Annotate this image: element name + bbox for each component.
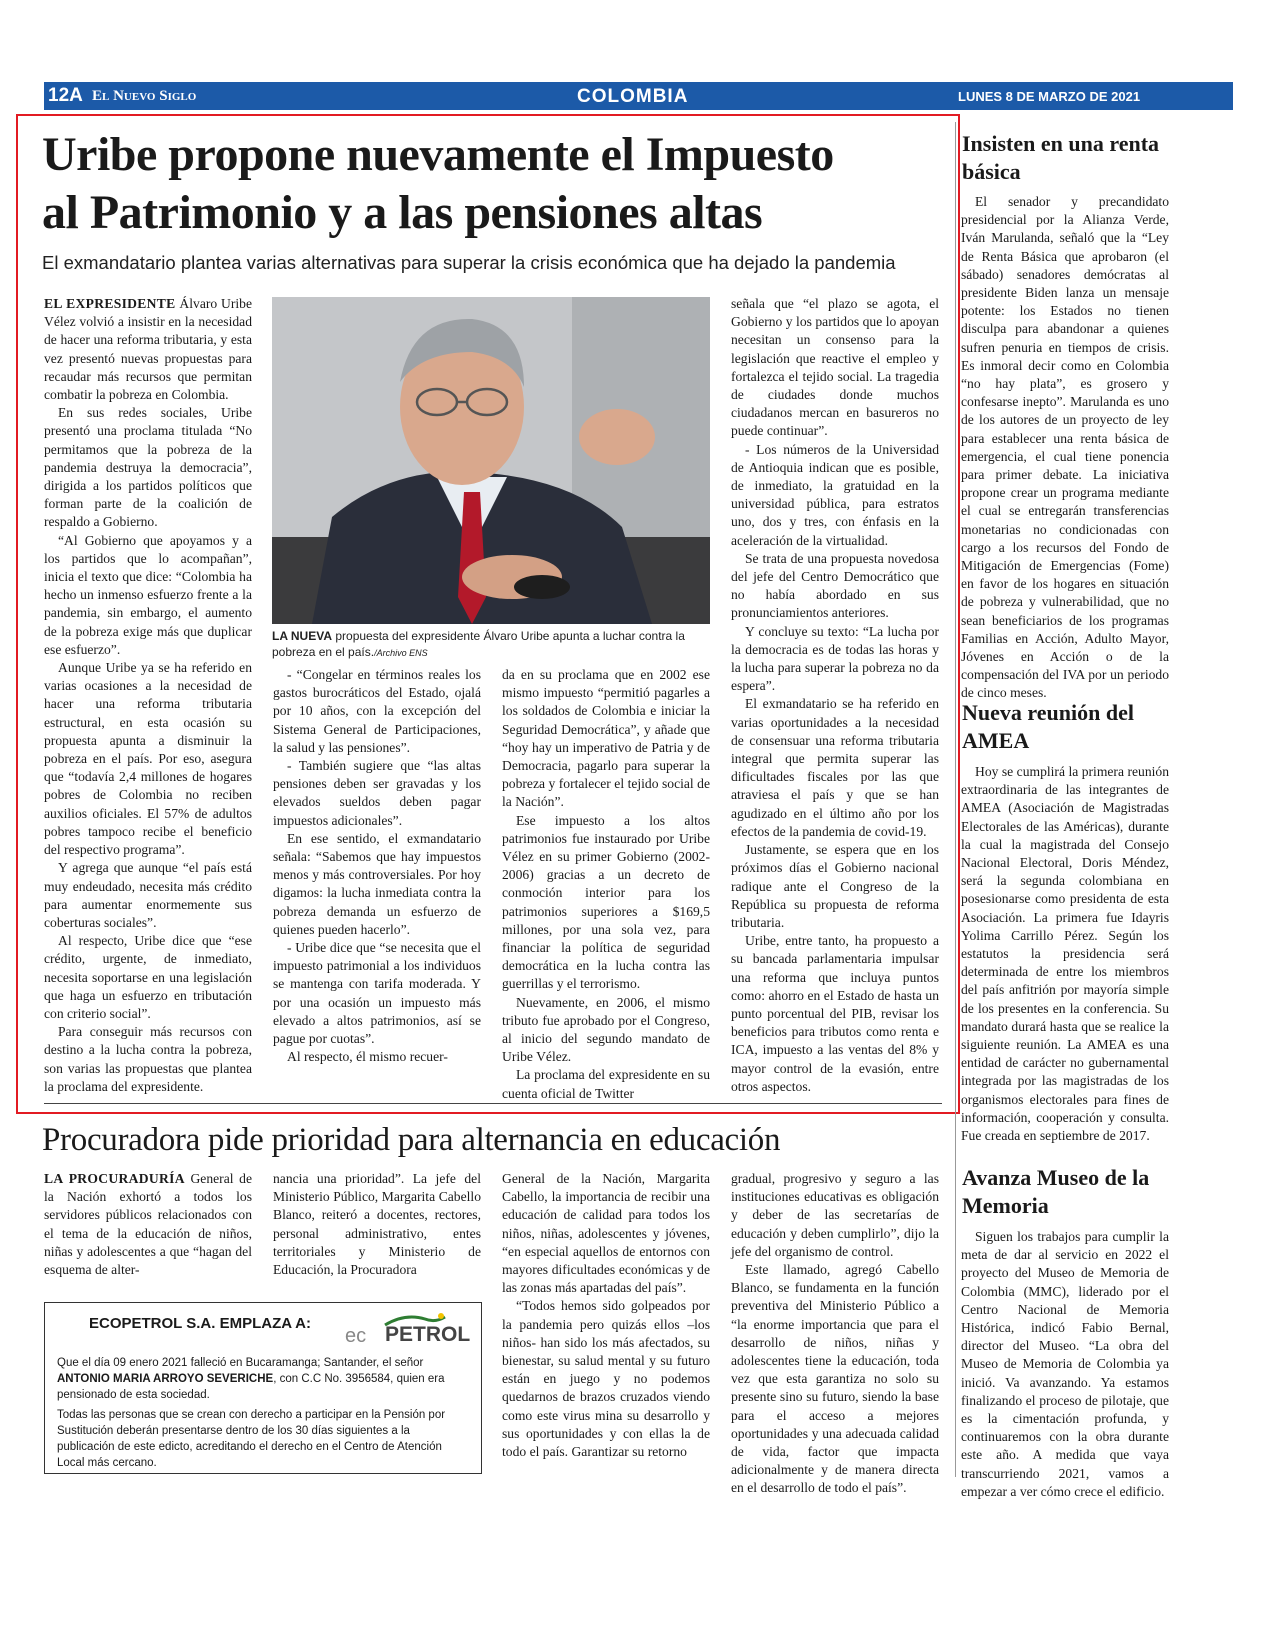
second-article-col3 (502, 1170, 710, 1461)
second-article-col1 (44, 1170, 252, 1279)
main-col1-para: Al respecto, Uribe dice que “ese crédito, urgente, de inmediato, necesita soportarse en una legislación que haga un esfuerzo en tributación con criterio social”. (44, 933, 252, 1021)
sidebar-para: El senador y precandidato presidencial por la Alianza Verde, Iván Marulanda, señaló que la “Ley de Renta Básica que aprobaron (el sábado) senadores demócratas al presidente Biden lanza un mensaje potente: los Estados no tienen disculpa para abandonar a quienes sufren penuria en tiempos de crisis. Es inmoral decir como en Colombia “no hay plata”, es grosero y confesarse inepto”. Marulanda es uno de los autores de un proyecto de ley para establecer una renta básica de emergencia, el cual tiene ponencia para primer debate. La iniciativa propone crear un programa mediante el cual se entregarán transferencias monetarias no condicionadas con cargo a los recursos del Fondo de Mitigación de Emergencias (Fome) en favor de los hogares en situación de pobreza y vulnerabilidad, que no sean beneficiarios de los programas Familias en Acción, Adulto Mayor, Jóvenes en Acción o de la compensación del IVA por un periodo de cinco meses. (961, 194, 1169, 701)
sidebar-divider (955, 122, 956, 1477)
sidebar-title-amea: Nueva reunión del AMEA (962, 700, 1134, 753)
main-article-col4 (731, 295, 939, 1096)
uribe-photo (272, 297, 710, 624)
sidebar-title-museo: Avanza Museo de la Memoria (962, 1165, 1150, 1218)
main-col2-para: - “Congelar en términos reales los gastos burocráticos del Estado, ojalá por 10 años, con la excepción del Sistema General de Participaciones, la salud y las pensiones”. (273, 667, 481, 755)
main-col4-para: Uribe, entre tanto, ha propuesto a su bancada parlamentaria impulsar una reforma que incluya puntos como: ahorro en el Estado de hasta un punto porcentual del PIB, revisar los beneficios para tributos como renta e ICA, impuesto a las ventas del 8% y mayor control de la evasión, entre otros aspectos. (731, 933, 939, 1094)
main-col3-para: da en su proclama que en 2002 ese mismo impuesto “permitió pagarles a los soldados de Colombia e iniciar la Seguridad Democrática”, y añade que “hoy hay un imperativo de Patria y de Democracia, pagarlo para superar la pobreza y fortalecer el tejido social de la Nación”. (502, 667, 710, 810)
sidebar-para: Siguen los trabajos para cumplir la meta de dar al servicio en 2022 el proyecto del Museo de Memoria de Colombia (MMC), liderado por el Centro Nacional de Memoria Histórica, indicó Fabio Bernal, director del Museo. “La obra del Museo de Memoria de Colombia ya inició. Va avanzando. Ya estamos finalizando el proceso de pilotaje, que es la cimentación profunda, y continuaremos con la obra durante este año. A medida que vaya transcurriendo 2021, vamos a empezar a ver cómo crece el edificio. (961, 1229, 1169, 1499)
main-col3-para: Nuevamente, en 2006, el mismo tributo fue aprobado por el Congreso, al inicio del segundo mandato de Uribe Vélez. (502, 994, 710, 1065)
ad-body1-post: , con C.C No. 3956584, quien era pensionado de esta sociedad. (57, 1373, 445, 1401)
article-divider (44, 1103, 942, 1104)
sidebar-title-renta: Insisten en una renta básica (962, 131, 1160, 184)
main-article-col3 (502, 666, 710, 1103)
main-article-col1 (44, 295, 252, 1096)
main-col3-para: Ese impuesto a los altos patrimonios fue instaurado por Uribe Vélez en su primer Gobierno (2002-2006) gracias a un decreto de conmoción interior para los patrimonios superiores a $169,5 millones, por una sola vez, para financiar la política de seguridad democrática en la lucha contra las guerrillas y el terrorismo. (502, 812, 710, 992)
sidebar-para: Hoy se cumplirá la primera reunión extraordinaria de las integrantes de AMEA (Asociación de Magistradas Electorales de las Américas), durante la cual la magistrada del Consejo Nacional Electoral, Doris Méndez, será la segunda colombiana en posesionarse como presidenta de esta Asociación. La primera fue Idayris Yolima Carrillo Pérez. Según los estatutos la presidencia será determinada de entre los miembros del país anfitrión por mayoría simple de los presentes en la conferencia. Su mandato durará hasta que se realice la siguiente reunión. La AMEA es una entidad de carácter no gubernamental integrada por las magistradas de los organismos electorales para fines de información, cooperación y consulta. Fue creada en septiembre de 2017. (961, 764, 1169, 1144)
main-col2-para: Al respecto, él mismo recuer- (287, 1049, 448, 1065)
page-number: 12A (48, 85, 83, 106)
photo-caption (272, 628, 712, 661)
main-headline-line1: Uribe propone nuevamente el Impuesto (42, 128, 834, 181)
photo-credit: /Archivo ENS (374, 648, 428, 658)
second-lead-caps: LA PROCURADURÍA (44, 1171, 185, 1186)
main-col1-para: Para conseguir más recursos con destino a la lucha contra la pobreza, son varias las propuestas que plantea la proclama del expresidente. (44, 1024, 252, 1094)
sidebar-text-amea (961, 763, 1169, 1145)
second-col2-para: nancia una prioridad”. La jefe del Ministerio Público, Margarita Cabello Blanco, reiteró a docentes, rectores, personal administrativo, entes territoriales y Ministerio de Educación, la Procuradora (273, 1171, 481, 1278)
ad-body2: Todas las personas que se crean con derecho a participar en la Pensión por Sustitución deberán presentarse dentro de los 30 días siguientes a la publicación de este edicto, acreditando el derecho en el Centro de Atención Local más cercano. (57, 1409, 446, 1469)
ad-title: ECOPETROL S.A. EMPLAZA A: (89, 1315, 311, 1332)
sidebar-text-renta (961, 193, 1169, 703)
second-col3-para: General de la Nación, Margarita Cabello, la importancia de recibir una educación de calidad para todos los niños, niñas, adolescentes y jóvenes, “en especial aquellos de entornos con mayores dificultades económicas y de las zonas más apartadas del país”. (502, 1171, 710, 1296)
main-article-col2 (273, 666, 481, 1066)
main-col1-para: “Al Gobierno que apoyamos y a los partidos que lo acompañan”, inicia el texto que dice: “Colombia ha hecho un inmenso esfuerzo frente a la pandemia, sin embargo, el aumento de la pobreza exige más que duplicar ese esfuerzo”. (44, 532, 252, 657)
main-col4-para: - Los números de la Universidad de Antioquia indican que es posible, de inmediato, la gratuidad en la universidad pública, para estratos uno, dos y tres, con énfasis en la aceleración de la virtualidad. (731, 441, 939, 548)
main-col2-para: - También sugiere que “las altas pensiones deben ser gravadas y los elevados sueldos deben pagar impuestos adicionales”. (273, 758, 481, 828)
main-col1-para: Álvaro Uribe Vélez volvió a insistir en la necesidad de hacer una reforma tributaria, y esta vez presentó nuevas propuestas para recaudar más recursos que permitan combatir la pobreza en Colombia. (44, 296, 252, 403)
main-col1-para: En sus redes sociales, Uribe presentó una proclama titulada “No permitamos que la pobreza de la pandemia destruya la democracia”, dirigida a los partidos políticos que forman parte de la coalición de respaldo a Gobierno. (44, 405, 252, 530)
ad-body1-name: ANTONIO MARIA ARROYO SEVERICHE (57, 1373, 274, 1385)
second-col1-para: General de la Nación exhortó a todos los servidores públicos relacionados con el tema de la educación de niños, niñas y adolescentes a que “hagan del esquema de alter- (44, 1171, 252, 1278)
section-name: COLOMBIA (577, 86, 689, 107)
main-col2-para: En ese sentido, el exmandatario señala: “Sabemos que hay impuestos menos y más controversiales. Por hoy digamos: la lucha inmediata contra la pobreza demanda un esfuerzo de quienes pueden hacerlo”. (273, 830, 481, 937)
main-subheadline: El exmandatario plantea varias alternativas para superar la crisis económica que ha dejado la pandemia (42, 252, 896, 273)
main-col4-para: Justamente, se espera que en los próximos días el Gobierno nacional radique ante el Congreso de la República su propuesta de reforma tributaria. (731, 842, 939, 930)
main-lead-caps: EL EXPRESIDENTE (44, 296, 176, 311)
main-col3-para: La proclama del expresidente en su cuenta oficial de Twitter (502, 1067, 710, 1101)
main-col4-para: señala que “el plazo se agota, el Gobierno y los partidos que lo apoyan necesitan un consenso para la legislación que reactive el empleo y fortalezca el tejido social. La tragedia de ciudades donde muchos ciudadanos mercan en basureros no puede continuar”. (731, 296, 939, 439)
main-col2-para: - Uribe dice que “se necesita que el impuesto patrimonial a los individuos se mantenga con tarifa moderada. Y por una ocasión un impuesto más elevado a altos patrimonios, así se pague por cuotas”. (273, 940, 481, 1047)
photo-caption-text: propuesta del expresidente Álvaro Uribe apunta a luchar contra la pobreza en el país. (272, 629, 685, 659)
second-headline: Procuradora pide prioridad para alternancia en educación (42, 1122, 781, 1158)
main-headline-line2: al Patrimonio y a las pensiones altas (42, 186, 763, 239)
second-col4-para: gradual, progresivo y seguro a las instituciones educativas es obligación y deber de las secretarías de educación y deben cumplirlo”, dijo la jefe del organismo de control. (731, 1171, 939, 1259)
sidebar-text-museo (961, 1228, 1169, 1501)
ad-logo-post: PETROL (385, 1323, 471, 1346)
main-col1-para: Aunque Uribe ya se ha referido en varias ocasiones a la necesidad de hacer una reforma tributaria estructural, en esta ocasión su propuesta apunta a disminuir la pobreza en el país. Por eso, asegura que “todavía 2,4 millones de hogares pobres de Colombia no reciben auxilios oficiales. El 57% de adultos pobres tampoco recibe el beneficio del respectivo programa”. (44, 660, 252, 858)
ad-body1 (57, 1355, 469, 1403)
second-article-col2 (273, 1170, 481, 1279)
main-col1-para: Y agrega que aunque “el país está muy endeudado, necesita más crédito para aumentar enormemente sus coberturas sociales”. (44, 860, 252, 930)
second-col4-para: Este llamado, agregó Cabello Blanco, se fundamenta en la función preventiva del Ministerio Público a “la enorme importancia que para el desarrollo de niños, niñas y adolescentes tiene la educación, toda vez que esta garantiza no solo su presente sino su futuro, siendo la base para el acceso a mejores oportunidades y una adecuada calidad de vida, factor que impacta adicionalmente y de manera directa en el desarrollo de todo el país”. (731, 1262, 939, 1496)
second-article-col4 (731, 1170, 939, 1498)
newspaper-name: El Nuevo Siglo (92, 88, 197, 104)
photo-illustration (272, 297, 710, 624)
ad-body1-pre: Que el día 09 enero 2021 falleció en Bucaramanga; Santander, el señor (57, 1357, 424, 1369)
main-col4-para: El exmandatario se ha referido en varias oportunidades a la necesidad de consensuar una reforma tributaria integral que permita superar las dificultades fiscales por las que atraviesa el país y que se han agudizado en el último año por los efectos de la pandemia de covid-19. (731, 696, 939, 839)
ecopetrol-ad (44, 1302, 482, 1474)
main-col4-para: Y concluye su texto: “La lucha por la democracia es de todas las horas y la lucha para superar la pobreza no da espera”. (731, 623, 939, 694)
photo-caption-bold: LA NUEVA (272, 629, 332, 643)
second-col3-para: “Todos hemos sido golpeados por la pandemia pero quizás ellos –los niños- han sido los más afectados, su bienestar, su salud mental y su futuro están en juego y no podemos quedarnos de brazos cruzados viendo como este virus mina su desarrollo y sus oportunidades y con ellas la de todo el país. Garantizar su retorno (502, 1298, 710, 1460)
ad-logo-pre: ec (345, 1325, 367, 1347)
ecopetrol-logo (345, 1311, 475, 1347)
page-date: LUNES 8 DE MARZO DE 2021 (958, 89, 1141, 104)
main-col4-para: Se trata de una propuesta novedosa del jefe del Centro Democrático que no había abordado en sus pronunciamientos anteriores. (731, 550, 939, 621)
